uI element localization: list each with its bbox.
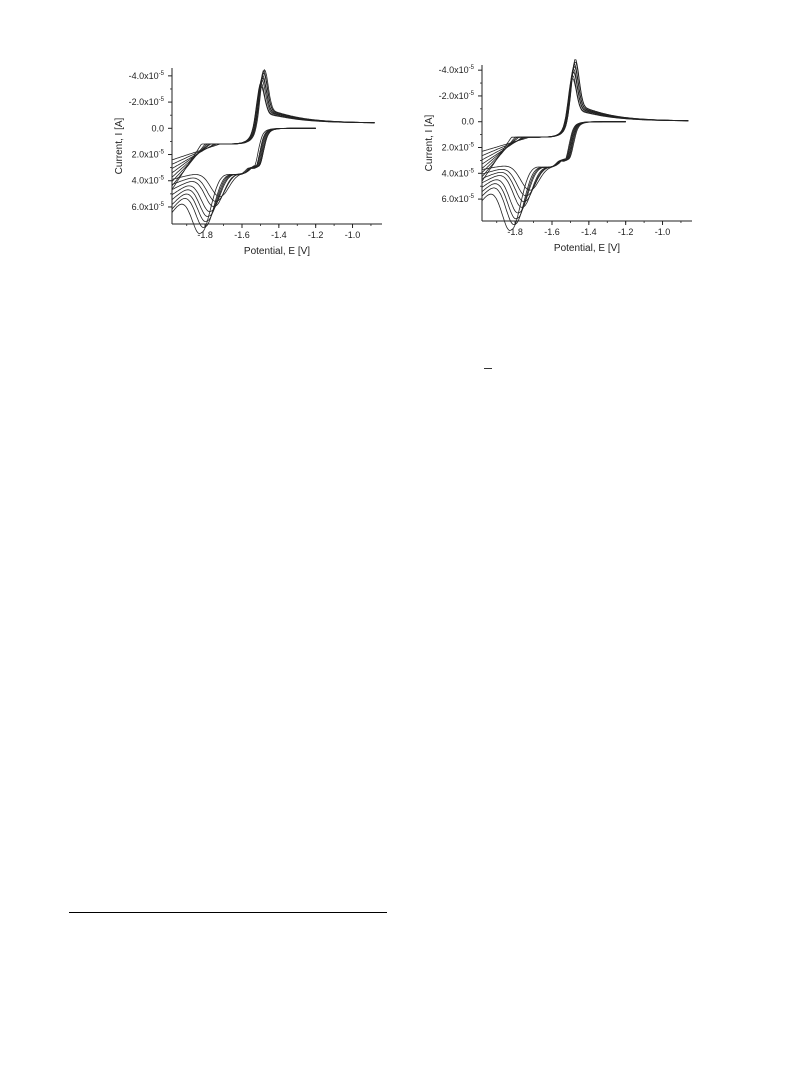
y-tick-label: $-4.0x10^{-5}$ — [438, 65, 474, 76]
x-tick-label: -1.2 — [307, 230, 324, 240]
y-axis-title: Current, I [A] — [114, 117, 125, 175]
y-tick-label: $-4.0x10^{-5}$ — [128, 70, 164, 81]
cv-series-line — [482, 69, 688, 207]
cv-chart-right-svg — [410, 55, 710, 255]
dash-mark — [484, 368, 492, 369]
x-axis-title: Potential, E [V] — [553, 243, 621, 254]
cv-series-line — [172, 86, 375, 196]
cv-series-line — [172, 76, 375, 217]
cv-series-line — [172, 70, 375, 234]
y-tick-label: 0.0 — [461, 116, 474, 127]
cv-chart-left — [100, 58, 400, 258]
x-tick-label: -1.6 — [544, 227, 560, 237]
cv-series-line — [482, 60, 688, 231]
y-tick-label: $2.0x10^{-5}$ — [131, 149, 164, 160]
x-tick-label: -1.8 — [507, 227, 523, 237]
x-tick-label: -1.4 — [271, 230, 287, 240]
x-tick-label: -1.0 — [654, 227, 671, 237]
x-tick-label: -1.2 — [617, 227, 634, 237]
y-tick-label: $4.0x10^{-5}$ — [131, 175, 164, 186]
y-tick-label: $-2.0x10^{-5}$ — [438, 90, 474, 101]
y-tick-label: 0.0 — [151, 123, 164, 134]
cv-chart-left-svg — [100, 58, 400, 258]
footnote-rule — [69, 912, 387, 913]
cv-chart-right — [410, 55, 710, 255]
y-axis-title: Current, I [A] — [424, 114, 435, 172]
cv-series-line — [482, 64, 688, 219]
y-tick-label: $6.0x10^{-5}$ — [441, 194, 474, 205]
cv-series-line — [172, 83, 375, 201]
cv-series-line — [172, 80, 375, 207]
x-axis-title: Potential, E [V] — [243, 246, 311, 257]
x-tick-label: -1.8 — [197, 230, 213, 240]
x-tick-label: -1.0 — [344, 230, 361, 240]
y-tick-label: $-2.0x10^{-5}$ — [128, 97, 164, 108]
cv-series-line — [482, 79, 688, 190]
x-tick-label: -1.4 — [581, 227, 597, 237]
cv-series-line — [172, 78, 375, 211]
y-tick-label: $6.0x10^{-5}$ — [131, 201, 164, 212]
cv-series-line — [482, 75, 688, 195]
y-tick-label: $4.0x10^{-5}$ — [441, 168, 474, 179]
x-tick-label: -1.6 — [234, 230, 250, 240]
y-tick-label: $2.0x10^{-5}$ — [441, 142, 474, 153]
